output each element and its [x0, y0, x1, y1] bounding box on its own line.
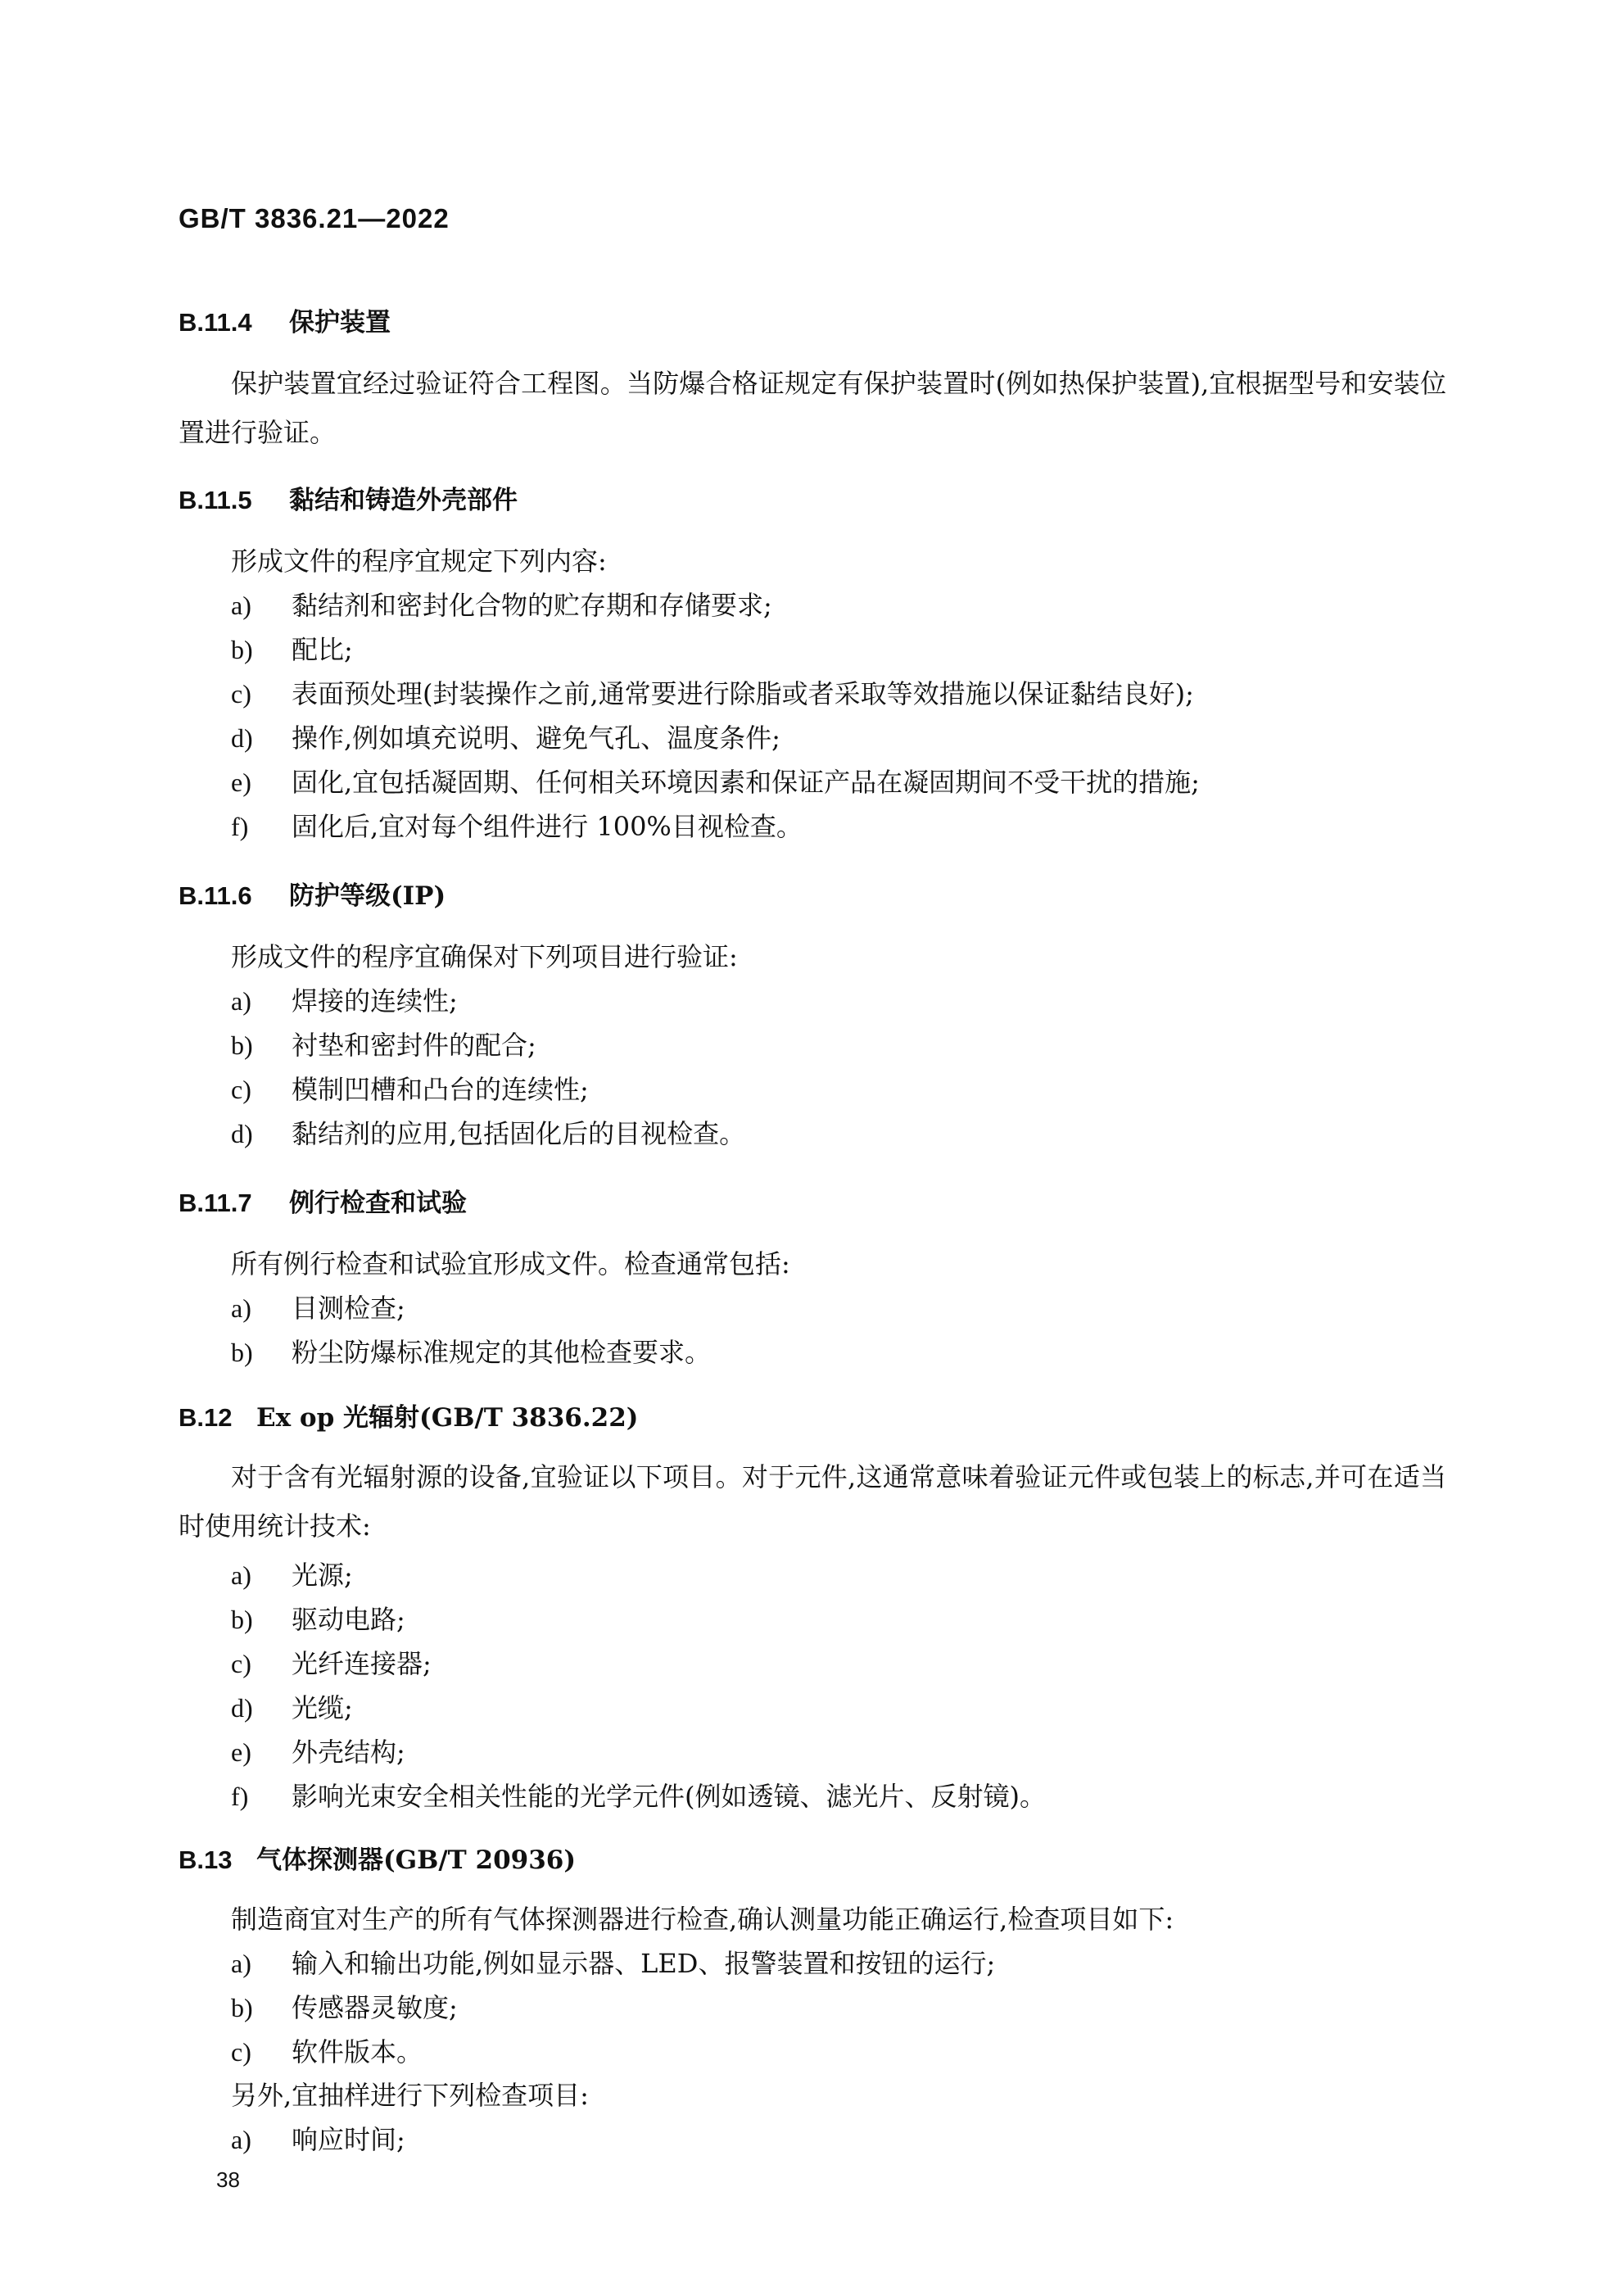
item-text: 固化后,宜对每个组件进行 100%目视检查。	[292, 811, 803, 842]
section-number: B.11.4	[179, 308, 252, 337]
intro-line: 另外,宜抽样进行下列检查项目:	[231, 2080, 589, 2111]
item-mark: f)	[231, 812, 249, 841]
list-item	[231, 980, 458, 1018]
section-number: B.11.6	[179, 881, 252, 910]
section-heading-b11-4	[179, 301, 391, 338]
list-item	[231, 762, 1200, 799]
item-text: 影响光束安全相关性能的光学元件(例如透镜、滤光片、反射镜)。	[292, 1781, 1046, 1812]
item-mark: c)	[231, 1075, 251, 1104]
item-text: 目测检查;	[292, 1293, 405, 1324]
item-text: 粉尘防爆标准规定的其他检查要求。	[292, 1337, 712, 1368]
item-text: 模制凹槽和凸台的连续性;	[292, 1074, 589, 1105]
list-item	[231, 1069, 589, 1107]
section-title: 气体探测器(GB/T 20936)	[256, 1845, 577, 1875]
item-mark: b)	[231, 1993, 253, 2022]
item-text: 配比;	[292, 634, 353, 665]
item-mark: f)	[231, 1782, 249, 1811]
list-item	[231, 1643, 432, 1681]
list-item	[231, 1599, 405, 1637]
item-mark: a)	[231, 2125, 251, 2154]
section-title: 保护装置	[289, 308, 391, 337]
section-heading-b12	[179, 1397, 638, 1433]
item-text: 固化,宜包括凝固期、任何相关环境因素和保证产品在凝固期间不受干扰的措施;	[292, 767, 1200, 798]
item-mark: a)	[231, 1293, 251, 1323]
item-mark: e)	[231, 1737, 251, 1767]
section-heading-b11-7	[179, 1182, 467, 1219]
list-item	[231, 1987, 458, 2025]
paragraph-b11-4: 保护装置宜经过验证符合工程图。当防爆合格证规定有保护装置时(例如热保护装置),宜根据型号和安装位置进行验证。	[179, 368, 1446, 448]
intro-line: 所有例行检查和试验宜形成文件。检查通常包括:	[231, 1248, 790, 1279]
item-mark: c)	[231, 2037, 251, 2067]
item-mark: c)	[231, 1649, 251, 1678]
item-text: 光源;	[292, 1560, 353, 1591]
item-text: 表面预处理(封装操作之前,通常要进行除脂或者采取等效措施以保证黏结良好);	[292, 678, 1194, 709]
list-item	[231, 2119, 405, 2157]
list-item	[231, 718, 780, 755]
intro-line: 形成文件的程序宜规定下列内容:	[231, 546, 607, 577]
list-item	[231, 1025, 536, 1062]
list-item	[231, 585, 772, 623]
list-item	[231, 1555, 353, 1592]
item-text: 响应时间;	[292, 2124, 405, 2155]
item-text: 输入和输出功能,例如显示器、LED、报警装置和按钮的运行;	[292, 1948, 996, 1979]
item-text: 光缆;	[292, 1692, 353, 1723]
section-heading-b11-6	[179, 875, 446, 912]
item-text: 外壳结构;	[292, 1737, 405, 1768]
list-item	[231, 2031, 423, 2069]
item-text: 焊接的连续性;	[292, 985, 458, 1017]
section-title: 例行检查和试验	[289, 1189, 467, 1218]
item-mark: a)	[231, 1949, 251, 1978]
item-mark: b)	[231, 1338, 253, 1367]
item-text: 传感器灵敏度;	[292, 1992, 458, 2023]
item-mark: d)	[231, 1693, 253, 1723]
intro-line: 形成文件的程序宜确保对下列项目进行验证:	[231, 941, 738, 972]
section-number: B.12	[179, 1403, 233, 1432]
list-item	[231, 629, 353, 667]
item-mark: e)	[231, 768, 251, 797]
section-title: 黏结和铸造外壳部件	[289, 486, 518, 515]
list-item	[231, 1687, 353, 1725]
item-text: 衬垫和密封件的配合;	[292, 1030, 536, 1061]
list-item	[231, 1113, 745, 1151]
item-mark: b)	[231, 1605, 253, 1634]
item-mark: c)	[231, 679, 251, 709]
list-item	[231, 1332, 711, 1370]
section-heading-b13	[179, 1839, 576, 1876]
item-mark: b)	[231, 635, 253, 664]
list-item	[231, 1776, 1046, 1814]
item-mark: a)	[231, 591, 251, 620]
item-mark: a)	[231, 1560, 251, 1590]
section-number: B.11.7	[179, 1189, 252, 1217]
item-text: 操作,例如填充说明、避免气孔、温度条件;	[292, 722, 780, 754]
item-text: 驱动电路;	[292, 1604, 405, 1635]
page-number: 38	[216, 2167, 240, 2192]
intro-line: 制造商宜对生产的所有气体探测器进行检查,确认测量功能正确运行,检查项目如下:	[231, 1904, 1174, 1935]
item-text: 光纤连接器;	[292, 1648, 432, 1679]
item-mark: a)	[231, 986, 251, 1016]
list-item	[231, 673, 1194, 711]
section-heading-b11-5	[179, 479, 518, 516]
item-text: 黏结剂的应用,包括固化后的目视检查。	[292, 1118, 746, 1149]
list-item	[231, 1732, 405, 1769]
section-number: B.13	[179, 1845, 233, 1874]
item-text: 黏结剂和密封化合物的贮存期和存储要求;	[292, 590, 772, 621]
section-title: 防护等级(IP)	[289, 881, 446, 911]
item-mark: d)	[231, 1119, 253, 1148]
item-text: 软件版本。	[292, 2036, 423, 2067]
list-item	[231, 1943, 995, 1981]
section-number: B.11.5	[179, 486, 252, 514]
section-title: Ex op 光辐射(GB/T 3836.22)	[256, 1403, 639, 1433]
list-item	[231, 1288, 405, 1325]
item-mark: d)	[231, 723, 253, 753]
item-mark: b)	[231, 1030, 253, 1060]
list-item	[231, 806, 803, 844]
paragraph-b12: 对于含有光辐射源的设备,宜验证以下项目。对于元件,这通常意味着验证元件或包装上的标志,并可在适当时使用统计技术:	[179, 1461, 1446, 1542]
standard-code: GB/T 3836.21—2022	[179, 203, 450, 233]
